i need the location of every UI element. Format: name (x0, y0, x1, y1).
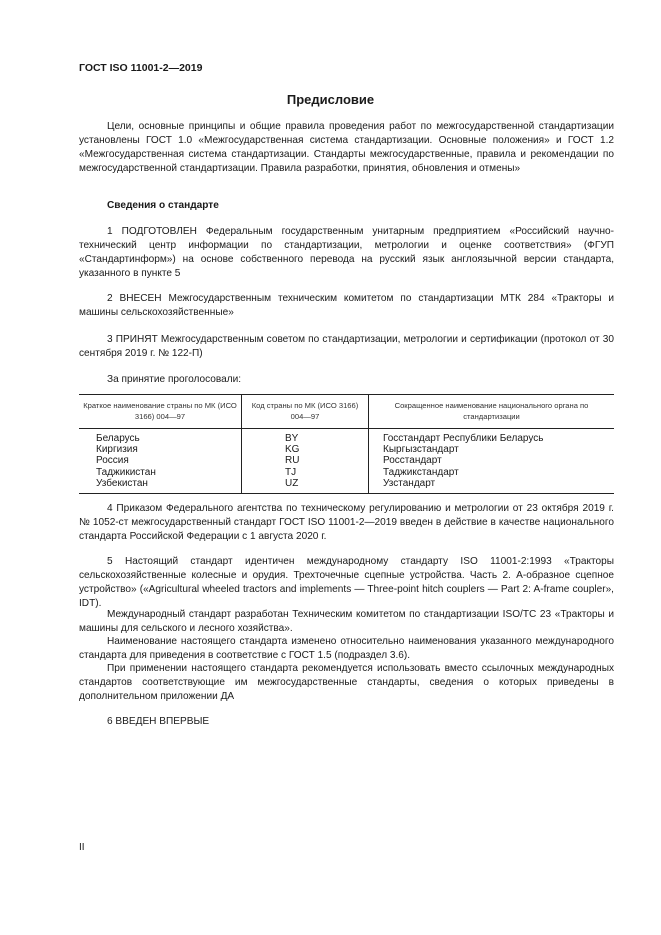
item-1-paragraph: 1 ПОДГОТОВЛЕН Федеральным государственным унитарным предприятием «Российский научно-технический центр информации по стандартизации, метрологии и оценке соответствия» (ФГУП «Стандартинформ») на основе собственного перевода на русский язык англоязычной версии стандарта, указанного в пункте 5 (79, 226, 614, 279)
org-cell: Узстандарт (369, 478, 615, 494)
code-cell: UZ (242, 478, 369, 494)
header-country-code: Код страны по МК (ИСО 3166) 004—97 (242, 395, 369, 429)
country-cell: Киргизия (96, 444, 138, 456)
code-cell: RU (242, 455, 369, 466)
voting-table (79, 394, 614, 494)
header-standards-body: Сокращенное наименование национального органа по стандартизации (369, 395, 615, 429)
item-5-references-paragraph: При применении настоящего стандарта рекомендуется использовать вместо ссылочных международных стандартов соответствующие им межгосударственные стандарты, сведения о которых приведены в дополнительном приложении ДА (79, 663, 614, 702)
table-row (79, 455, 614, 466)
page-title: Предисловие (286, 92, 375, 107)
voted-label: За принятие проголосовали: (107, 374, 242, 385)
intro-paragraph: Цели, основные принципы и общие правила проведения работ по межгосударственной стандартизации установлены ГОСТ 1.0 «Межгосударственная система стандартизации. Основные положения» и ГОСТ 1.2 «Межгосударственная система стандартизации. Стандарты межгосударственные, правила и рекомендации по межгосударственной стандартизации. Правила разработки, принятия, обновления и отмены» (79, 121, 614, 174)
country-cell: Узбекистан (79, 478, 242, 494)
table-row (79, 444, 614, 455)
table-row (79, 429, 614, 445)
table-row (79, 467, 614, 478)
item-2-paragraph: 2 ВНЕСЕН Межгосударственным техническим комитетом по стандартизации МТК 284 «Тракторы и машины сельскохозяйственные» (79, 293, 614, 318)
page-number: II (79, 842, 85, 853)
section-heading: Сведения о стандарте (107, 200, 219, 211)
org-cell: Кыргызстандарт (369, 444, 615, 455)
document-code-header: ГОСТ ISO 11001-2—2019 (79, 62, 203, 74)
code-cell: TJ (242, 467, 369, 478)
org-cell: Росстандарт (369, 455, 615, 466)
country-cell: Таджикистан (96, 466, 156, 478)
table-row (79, 478, 614, 494)
item-5-tc-paragraph: Международный стандарт разработан Техническим комитетом по стандартизации ISO/TC 23 «Тракторы и машины для сельского и лесного хозяйства». (79, 609, 614, 634)
code-cell: KG (242, 444, 369, 455)
country-cell: Россия (96, 455, 129, 467)
item-4-paragraph: 4 Приказом Федерального агентства по техническому регулированию и метрологии от 23 октября 2019 г. № 1052-ст межгосударственный стандарт ГОСТ ISO 11001-2—2019 введен в действие в качестве национального стандарта Российской Федерации с 1 августа 2020 г. (79, 503, 614, 542)
org-cell: Таджикстандарт (369, 467, 615, 478)
code-cell: BY (242, 429, 369, 445)
country-cell: Беларусь (96, 433, 140, 444)
item-5-name-paragraph: Наименование настоящего стандарта изменено относительно наименования указанного международного стандарта для приведения в соответствие с ГОСТ 1.5 (подраздел 3.6). (79, 636, 614, 661)
org-cell: Госстандарт Республики Беларусь (369, 429, 615, 445)
item-3-paragraph: 3 ПРИНЯТ Межгосударственным советом по стандартизации, метрологии и сертификации (протокол от 30 сентября 2019 г. № 122-П) (79, 334, 614, 359)
table-header-row (79, 395, 614, 429)
item-5-paragraph: 5 Настоящий стандарт идентичен международному стандарту ISO 11001-2:1993 «Тракторы сельскохозяйственные колесные и орудия. Трехточечные сцепные устройства. Часть 2. А-образное сцепное устройство» («Agricultural wheeled tractors and implements — Three-point hitch couplers — Part 2: A-frame coupler», IDT). (79, 556, 614, 609)
item-6-paragraph: 6 ВВЕДЕН ВПЕРВЫЕ (107, 716, 210, 727)
header-country-name: Краткое наименование страны по МК (ИСО 3166) 004—97 (79, 395, 242, 429)
